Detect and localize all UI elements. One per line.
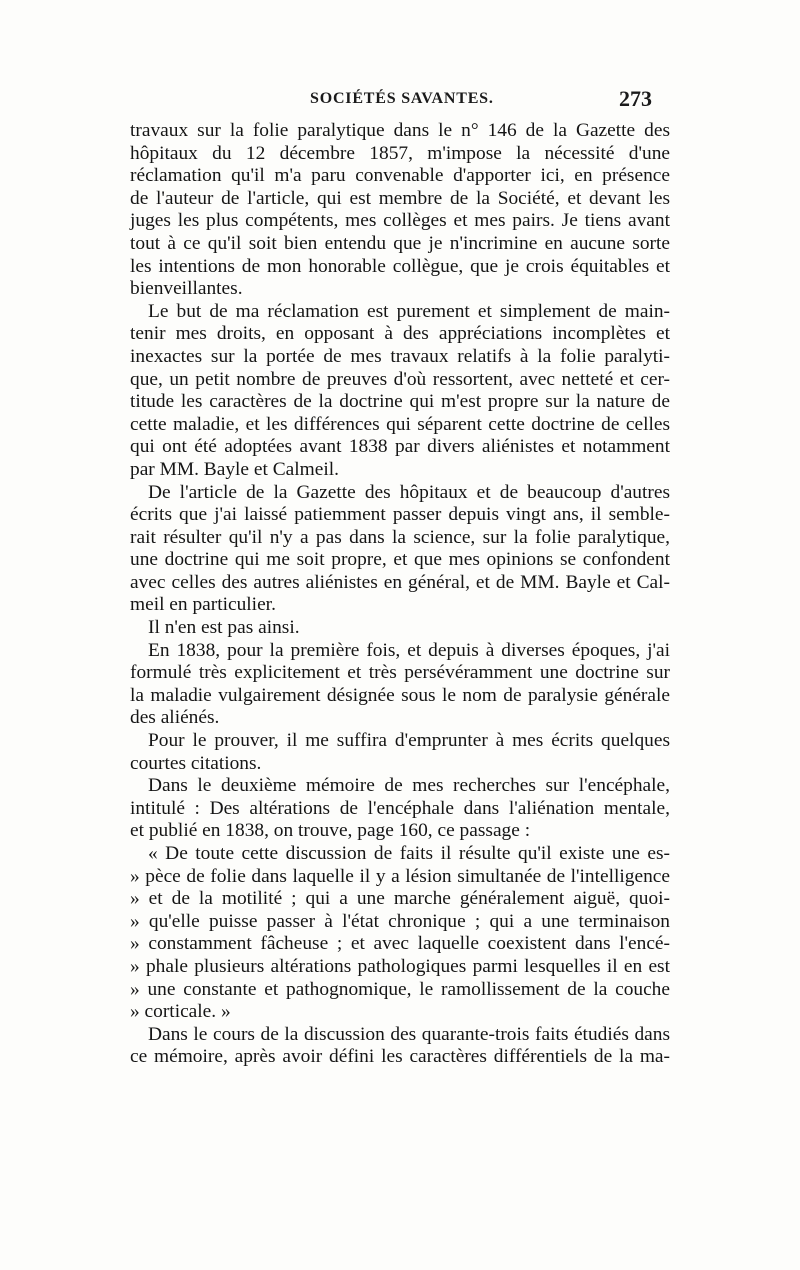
text-line: En 1838, pour la première fois, et depuis à diverses époques, j'ai — [148, 639, 670, 661]
text-line: bienveillantes. — [130, 278, 243, 300]
text-line: » pèce de folie dans laquelle il y a lésion simultanée de l'intelligence — [130, 865, 670, 887]
text-line: Le but de ma réclamation est purement et simplement de main- — [148, 300, 670, 322]
text-line: juges les plus compétents, mes collèges et mes pairs. Je tiens avant — [130, 210, 670, 232]
running-head: SOCIÉTÉS SAVANTES. — [310, 90, 494, 107]
text-line: ce mémoire, après avoir défini les caractères différentiels de la ma- — [130, 1046, 670, 1068]
text-line: avec celles des autres aliénistes en général, et de MM. Bayle et Cal- — [130, 571, 670, 593]
text-line: et publié en 1838, on trouve, page 160, ce passage : — [130, 820, 531, 842]
text-line: que, un petit nombre de preuves d'où ressortent, avec netteté et cer- — [130, 368, 670, 390]
text-line: les intentions de mon honorable collègue, que je crois équitables et — [130, 255, 670, 277]
text-line: écrits que j'ai laissé patiemment passer depuis vingt ans, il semble- — [130, 504, 670, 526]
text-line: » corticale. » — [130, 1001, 231, 1023]
text-line: tout à ce qu'il soit bien entendu que je n'incrimine en aucune sorte — [130, 232, 670, 254]
text-line: Pour le prouver, il me suffira d'emprunter à mes écrits quelques — [148, 730, 670, 752]
text-line: Dans le cours de la discussion des quarante-trois faits étudiés dans — [148, 1023, 670, 1045]
text-line: hôpitaux du 12 décembre 1857, m'impose la nécessité d'une — [130, 142, 670, 164]
text-line: tenir mes droits, en opposant à des appréciations incomplètes et — [130, 323, 670, 345]
text-line: formulé très explicitement et très persévéramment une doctrine sur — [130, 662, 670, 684]
text-line: de l'auteur de l'article, qui est membre de la Société, et devant les — [130, 187, 670, 209]
text-line: De l'article de la Gazette des hôpitaux et de beaucoup d'autres — [148, 481, 670, 503]
text-line: cette maladie, et les différences qui séparent cette doctrine de celles — [130, 413, 670, 435]
text-line: « De toute cette discussion de faits il résulte qu'il existe une es- — [148, 843, 670, 864]
text-line: intitulé : Des altérations de l'encéphale dans l'aliénation mentale, — [130, 797, 670, 819]
text-line: qui ont été adoptées avant 1838 par divers aliénistes et notamment — [130, 436, 670, 458]
text-line: » constamment fâcheuse ; et avec laquelle coexistent dans l'encé- — [130, 933, 670, 955]
text-line: » phale plusieurs altérations pathologiques parmi lesquelles il en est — [130, 955, 670, 977]
text-line: rait résulter qu'il n'y a pas dans la science, sur la folie paralytique, — [130, 526, 670, 548]
text-line: une doctrine qui me soit propre, et que mes opinions se confondent — [130, 549, 670, 571]
text-line: Dans le deuxième mémoire de mes recherches sur l'encéphale, — [148, 775, 670, 797]
text-line: travaux sur la folie paralytique dans le n° 146 de la Gazette des — [130, 120, 670, 141]
body-text — [130, 120, 670, 1069]
text-line: courtes citations. — [130, 752, 262, 774]
page-header — [130, 86, 652, 114]
text-line: meil en particulier. — [130, 594, 276, 616]
text-line: titude les caractères de la doctrine qui m'est propre sur la nature de — [130, 391, 670, 413]
text-line: inexactes sur la portée de mes travaux relatifs à la folie paralyti- — [130, 345, 670, 367]
text-line: par MM. Bayle et Calmeil. — [130, 458, 339, 480]
text-line: la maladie vulgairement désignée sous le nom de paralysie générale — [130, 684, 670, 706]
text-line: Il n'en est pas ainsi. — [148, 617, 300, 639]
text-line: » et de la motilité ; qui a une marche généralement aiguë, quoi- — [130, 888, 670, 910]
text-line: » une constante et pathognomique, le ramollissement de la couche — [130, 978, 670, 1000]
text-line: » qu'elle puisse passer à l'état chronique ; qui a une terminaison — [130, 910, 670, 932]
text-line: réclamation qu'il m'a paru convenable d'apporter ici, en présence — [130, 165, 670, 187]
page-number: 273 — [619, 86, 652, 111]
text-line: des aliénés. — [130, 707, 220, 729]
